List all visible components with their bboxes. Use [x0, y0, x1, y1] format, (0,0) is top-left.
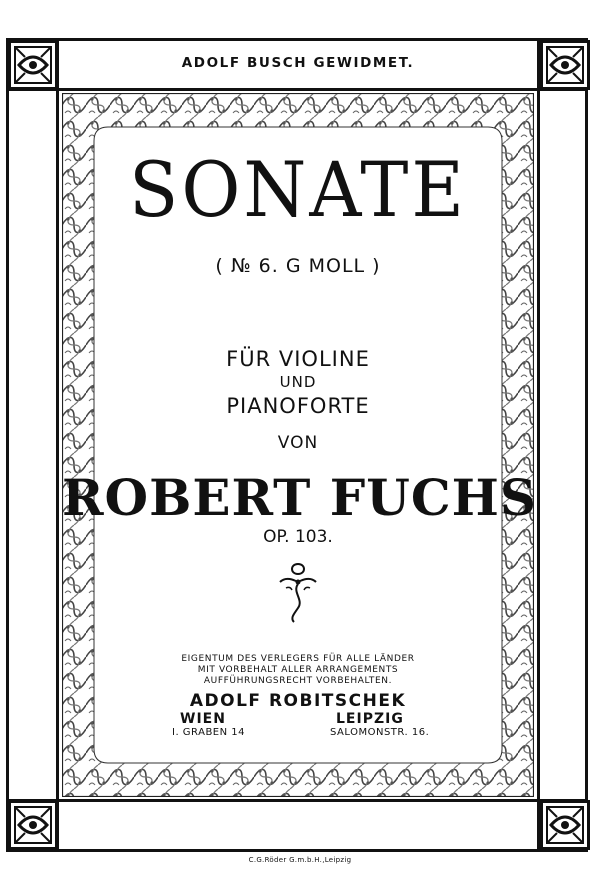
printer-imprint: C.G.Röder G.m.b.H.,Leipzig: [248, 856, 352, 864]
corner-ornament-icon: [540, 40, 590, 90]
corner-ornament-icon: [540, 800, 590, 850]
opus-number: OP. 103.: [263, 527, 333, 547]
instrumentation-line-3: PIANOFORTE: [226, 394, 370, 418]
rights-line-2: MIT VORBEHALT ALLER ARRANGEMENTS: [197, 665, 399, 675]
corner-ornament-icon: [8, 40, 58, 90]
instrumentation-line-1: FÜR VIOLINE: [226, 347, 370, 371]
publisher-name: ADOLF ROBITSCHEK: [189, 691, 407, 711]
publisher-city-left: WIEN: [180, 711, 226, 727]
frame-right-rule: [537, 38, 540, 852]
rights-line-1: EIGENTUM DES VERLEGERS FÜR ALLE LÄNDER: [181, 654, 415, 664]
corner-ornament-icon: [8, 800, 58, 850]
frame-left-rule: [56, 38, 59, 852]
frame-top-rule: [6, 88, 588, 91]
dedication: ADOLF BUSCH GEWIDMET.: [181, 55, 415, 71]
instrumentation-line-2: UND: [279, 373, 317, 391]
rights-line-3: AUFFÜHRUNGSRECHT VORBEHALTEN.: [203, 676, 393, 686]
publisher-city-right: LEIPZIG: [336, 711, 404, 727]
by-label: VON: [277, 433, 319, 453]
publisher-address-right: SALOMONSTR. 16.: [330, 727, 430, 738]
composer-name: ROBERT FUCHS: [62, 468, 538, 527]
subtitle: ( № 6. G MOLL ): [215, 255, 381, 277]
frame-bottom-rule: [6, 799, 588, 802]
publisher-address-left: I. GRABEN 14: [172, 727, 246, 738]
fleuron-ornament-icon: [276, 560, 320, 626]
page-title: SONATE: [129, 145, 467, 235]
